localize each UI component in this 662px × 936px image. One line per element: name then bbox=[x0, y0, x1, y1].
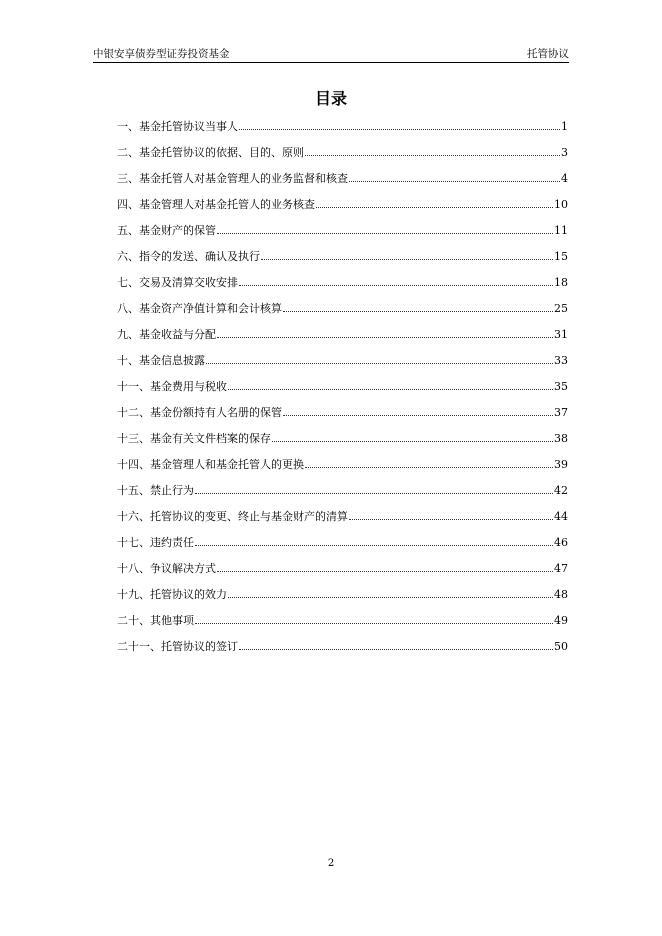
toc-dot-leader bbox=[239, 648, 553, 650]
toc-entry-page: 15 bbox=[554, 250, 568, 263]
toc-dot-leader bbox=[272, 440, 553, 442]
toc-entry[interactable] bbox=[117, 404, 568, 430]
toc-entry-label: 五、基金财产的保管 bbox=[117, 224, 216, 237]
toc-entry-page: 38 bbox=[554, 432, 568, 445]
toc-entry-label: 二十一、托管协议的签订 bbox=[117, 640, 238, 653]
toc-entry-label: 十一、基金费用与税收 bbox=[117, 380, 227, 393]
toc-entry-page: 25 bbox=[554, 302, 568, 315]
toc-entry-page: 44 bbox=[554, 510, 568, 523]
toc-entry-label: 十四、基金管理人和基金托管人的更换 bbox=[117, 458, 304, 471]
toc-dot-leader bbox=[261, 258, 553, 260]
toc-entry-label: 十三、基金有关文件档案的保存 bbox=[117, 432, 271, 445]
toc-entry-page: 1 bbox=[561, 120, 568, 133]
toc-entry-page: 50 bbox=[554, 640, 568, 653]
toc-entry-label: 十、基金信息披露 bbox=[117, 354, 205, 367]
toc-entry-label: 十六、托管协议的变更、终止与基金财产的清算 bbox=[117, 510, 348, 523]
toc-entry-page: 33 bbox=[554, 354, 568, 367]
toc-entry[interactable] bbox=[117, 586, 568, 612]
toc-entry-page: 49 bbox=[554, 614, 568, 627]
toc-dot-leader bbox=[228, 388, 553, 390]
toc-entry-page: 39 bbox=[554, 458, 568, 471]
toc-entry-label: 十七、违约责任 bbox=[117, 536, 194, 549]
document-type: 托管协议 bbox=[527, 48, 569, 60]
toc-dot-leader bbox=[349, 180, 560, 182]
toc-entry[interactable] bbox=[117, 326, 568, 352]
toc-title: 目录 bbox=[314, 89, 347, 108]
toc-entry[interactable] bbox=[117, 378, 568, 404]
page-header bbox=[93, 44, 569, 63]
toc-entry[interactable] bbox=[117, 118, 568, 144]
toc-dot-leader bbox=[305, 154, 560, 156]
toc-entry[interactable] bbox=[117, 170, 568, 196]
toc-dot-leader bbox=[195, 544, 553, 546]
toc-entry-label: 六、指令的发送、确认及执行 bbox=[117, 250, 260, 263]
toc-dot-leader bbox=[206, 362, 553, 364]
toc-entry-page: 3 bbox=[561, 146, 568, 159]
toc-entry-label: 一、基金托管协议当事人 bbox=[117, 120, 238, 133]
toc-dot-leader bbox=[349, 518, 553, 520]
document-title: 中银安享债券型证券投资基金 bbox=[93, 48, 230, 60]
toc-entry[interactable] bbox=[117, 482, 568, 508]
toc-entry[interactable] bbox=[117, 508, 568, 534]
toc-dot-leader bbox=[283, 414, 553, 416]
toc-list bbox=[117, 118, 568, 664]
toc-entry-label: 三、基金托管人对基金管理人的业务监督和核查 bbox=[117, 172, 348, 185]
toc-entry[interactable] bbox=[117, 612, 568, 638]
toc-entry[interactable] bbox=[117, 430, 568, 456]
toc-entry-label: 二、基金托管协议的依据、目的、原则 bbox=[117, 146, 304, 159]
toc-entry[interactable] bbox=[117, 560, 568, 586]
toc-entry[interactable] bbox=[117, 144, 568, 170]
toc-entry-page: 18 bbox=[554, 276, 568, 289]
toc-entry-page: 46 bbox=[554, 536, 568, 549]
toc-dot-leader bbox=[195, 492, 553, 494]
toc-entry[interactable] bbox=[117, 222, 568, 248]
toc-entry[interactable] bbox=[117, 248, 568, 274]
toc-entry[interactable] bbox=[117, 456, 568, 482]
toc-entry[interactable] bbox=[117, 638, 568, 664]
toc-entry[interactable] bbox=[117, 196, 568, 222]
toc-entry-label: 十二、基金份额持有人名册的保管 bbox=[117, 406, 282, 419]
toc-entry-label: 二十、其他事项 bbox=[117, 614, 194, 627]
toc-dot-leader bbox=[195, 622, 553, 624]
toc-entry[interactable] bbox=[117, 534, 568, 560]
toc-entry-page: 42 bbox=[554, 484, 568, 497]
toc-entry[interactable] bbox=[117, 300, 568, 326]
toc-entry[interactable] bbox=[117, 352, 568, 378]
toc-entry-label: 八、基金资产净值计算和会计核算 bbox=[117, 302, 282, 315]
toc-entry-page: 31 bbox=[554, 328, 568, 341]
toc-entry[interactable] bbox=[117, 274, 568, 300]
toc-entry-page: 35 bbox=[554, 380, 568, 393]
toc-dot-leader bbox=[239, 128, 560, 130]
toc-dot-leader bbox=[228, 596, 553, 598]
toc-dot-leader bbox=[217, 570, 553, 572]
toc-entry-label: 十九、托管协议的效力 bbox=[117, 588, 227, 601]
toc-dot-leader bbox=[217, 336, 553, 338]
toc-entry-page: 4 bbox=[561, 172, 568, 185]
toc-entry-label: 四、基金管理人对基金托管人的业务核查 bbox=[117, 198, 315, 211]
toc-entry-page: 37 bbox=[554, 406, 568, 419]
toc-entry-label: 九、基金收益与分配 bbox=[117, 328, 216, 341]
toc-entry-page: 10 bbox=[554, 198, 568, 211]
toc-entry-label: 十八、争议解决方式 bbox=[117, 562, 216, 575]
toc-dot-leader bbox=[305, 466, 553, 468]
toc-dot-leader bbox=[239, 284, 553, 286]
toc-entry-page: 11 bbox=[554, 224, 568, 237]
toc-entry-label: 十五、禁止行为 bbox=[117, 484, 194, 497]
toc-entry-page: 48 bbox=[554, 588, 568, 601]
toc-entry-page: 47 bbox=[554, 562, 568, 575]
page-number: 2 bbox=[327, 858, 335, 869]
toc-dot-leader bbox=[316, 206, 553, 208]
toc-dot-leader bbox=[217, 232, 553, 234]
toc-dot-leader bbox=[283, 310, 553, 312]
toc-entry-label: 七、交易及清算交收安排 bbox=[117, 276, 238, 289]
